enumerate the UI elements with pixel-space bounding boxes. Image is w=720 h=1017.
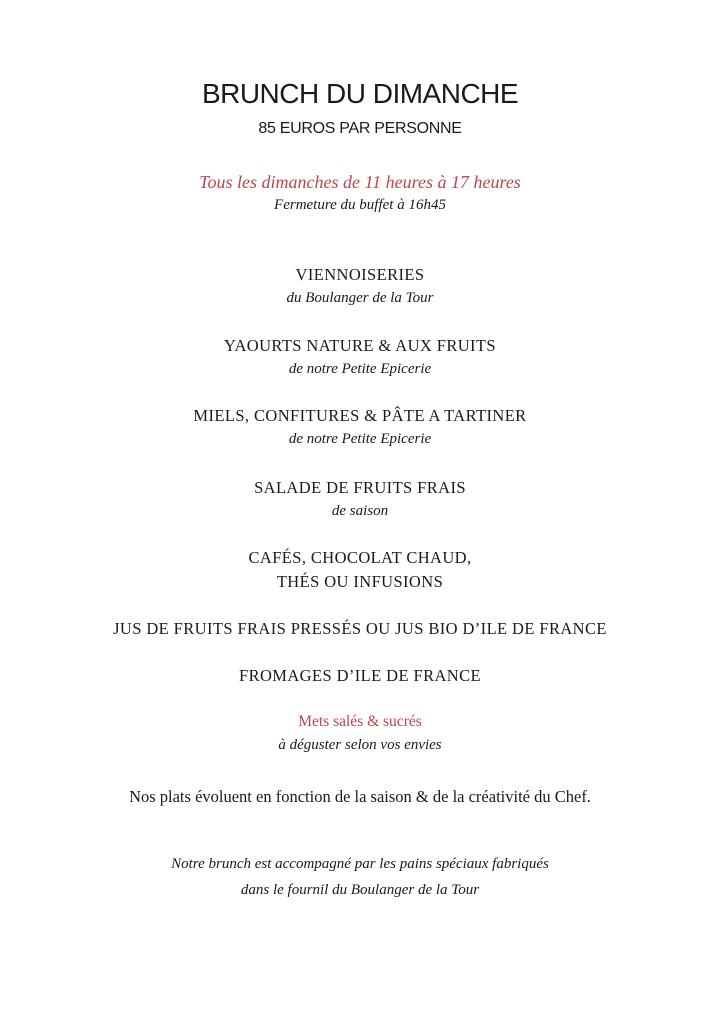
menu-item-name-line2: THÉS OU INFUSIONS: [276, 572, 444, 591]
menu-item-name: FROMAGES D’ILE DE FRANCE: [239, 666, 481, 685]
menu-item-name: Mets salés & sucrés: [298, 713, 422, 730]
menu-item-mets: [0, 710, 720, 756]
buffet-closing-time: Fermeture du buffet à 16h45: [274, 197, 446, 213]
menu-item-desc: de notre Petite Epicerie: [288, 361, 432, 377]
menu-price: 85 EUROS PAR PERSONNE: [258, 120, 462, 137]
menu-item-name: MIELS, CONFITURES & PÂTE A TARTINER: [193, 406, 527, 425]
menu-item-salade-fruits: [0, 476, 720, 522]
menu-item-name: CAFÉS, CHOCOLAT CHAUD,: [248, 548, 472, 567]
opening-hours: Tous les dimanches de 11 heures à 17 heures: [199, 172, 521, 192]
menu-item-name: JUS DE FRUITS FRAIS PRESSÉS OU JUS BIO D’ILE DE FRANCE: [113, 619, 607, 638]
menu-title: BRUNCH DU DIMANCHE: [201, 78, 519, 109]
bread-note: [0, 851, 720, 903]
bread-note-line2: dans le fournil du Boulanger de la Tour: [240, 882, 480, 898]
menu-item-desc: du Boulanger de la Tour: [286, 290, 434, 306]
menu-item-desc: de saison: [331, 503, 389, 519]
menu-item-name: SALADE DE FRUITS FRAIS: [254, 478, 466, 497]
menu-item-jus: [0, 617, 720, 641]
menu-item-name: YAOURTS NATURE & AUX FRUITS: [223, 336, 496, 355]
menu-item-fromages: [0, 664, 720, 688]
menu-item-desc: à déguster selon vos envies: [278, 737, 442, 753]
menu-item-viennoiseries: [0, 263, 720, 309]
bread-note-line1: Notre brunch est accompagné par les pains spéciaux fabriqués: [171, 856, 549, 872]
menu-item-yaourts: [0, 334, 720, 380]
menu-item-name: VIENNOISERIES: [295, 265, 425, 284]
menu-item-desc: de notre Petite Epicerie: [288, 431, 432, 447]
menu-item-miels: [0, 404, 720, 450]
menu-item-boissons-chaudes: [0, 546, 720, 594]
season-note: Nos plats évoluent en fonction de la saison & de la créativité du Chef.: [129, 787, 591, 806]
